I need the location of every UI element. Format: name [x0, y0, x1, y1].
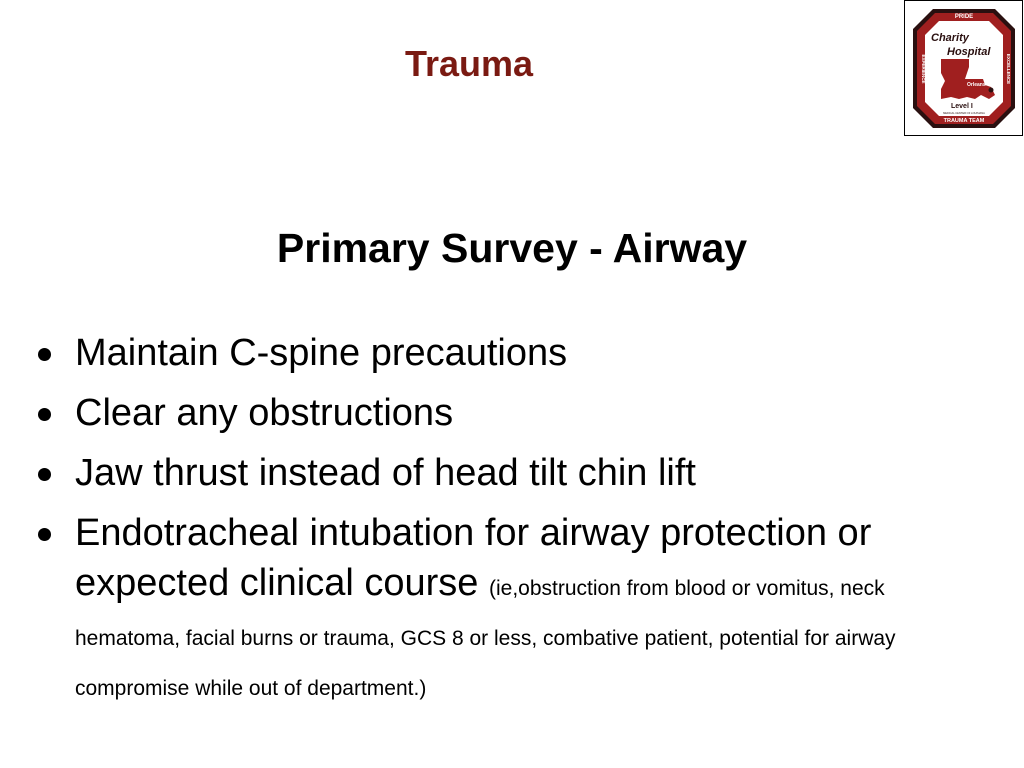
bullet-item [38, 448, 983, 498]
bullet-list [38, 328, 983, 718]
logo-city-line1: New [969, 75, 980, 81]
logo-text-bottom: TRAUMA TEAM [943, 118, 985, 124]
header-title: Trauma [404, 43, 534, 84]
logo-name-line2: Hospital [947, 46, 991, 58]
bullet-icon [38, 528, 51, 541]
charity-hospital-logo-icon [911, 7, 1017, 130]
bullet-text: Maintain C-spine precautions [75, 332, 568, 374]
slide-title: Primary Survey - Airway [276, 225, 748, 271]
bullet-item [38, 388, 983, 438]
bullet-text: Jaw thrust instead of head tilt chin lift [75, 452, 696, 494]
bullet-note: (ie,obstruction from blood or vomitus, neck hematoma, facial burns or trauma, GCS 8 or less, combative patient, potential for airway compromise while out of department.) [75, 577, 896, 700]
logo-text-left: EXPERIENCE [921, 54, 926, 84]
bullet-icon [38, 348, 51, 361]
logo-city-star [989, 88, 994, 93]
bullet-icon [38, 468, 51, 481]
bullet-item [38, 508, 983, 708]
logo-name-line1: Charity [931, 32, 969, 44]
bullet-text: Endotracheal intubation for airway protection or expected clinical course [75, 512, 872, 604]
logo-city-line2: Orleans [967, 82, 986, 88]
bullet-text: Clear any obstructions [75, 392, 454, 434]
logo-text-top: PRIDE [954, 14, 974, 20]
logo-text-right: EXCELLENCE [1006, 53, 1011, 85]
logo-subtext: MEDICAL CENTER OF LOUISIANA [943, 112, 985, 115]
bullet-icon [38, 408, 51, 421]
bullet-item [38, 328, 983, 378]
logo-level: Level I [951, 103, 973, 110]
logo [904, 0, 1023, 136]
